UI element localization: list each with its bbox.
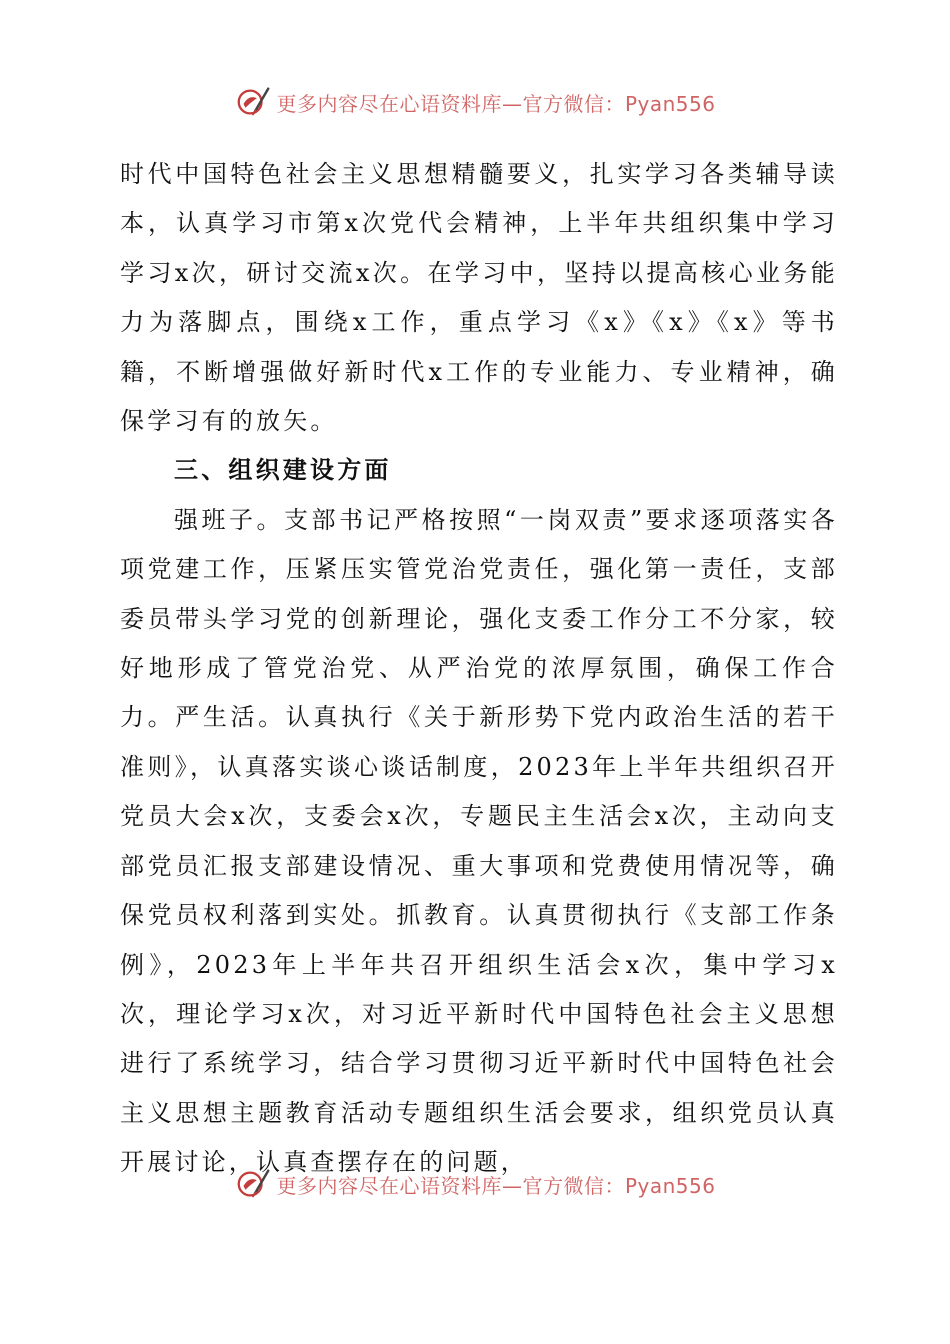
pen-logo-icon (234, 1165, 272, 1203)
paragraph-organization: 强班子。支部书记严格按照“一岗双责”要求逐项落实各项党建工作，压紧压实管党治党责任，强化第一责任，支部委员带头学习党的创新理论，强化支委工作分工不分家，较好地形成了管党治党、从严治党的浓厚氛围，确保工作合力。严生活。认真执行《关于新形势下党内政治生活的若干准则》，认真落实谈心谈话制度，2023年上半年共组织召开党员大会x次，支委会x次，专题民主生活会x次，主动向支部党员汇报支部建设情况、重大事项和党费使用情况等，确保党员权利落到实处。抓教育。认真贯彻执行《支部工作条例》，2023年上半年共召开组织生活会x次，集中学习x次，理论学习x次，对习近平新时代中国特色社会主义思想进行了系统学习，结合学习贯彻习近平新时代中国特色社会主义思想主题教育活动专题组织生活会要求，组织党员认真开展讨论，认真查摆存在的问题， (120, 505, 838, 1177)
section-heading-organization: 三、组织建设方面 (174, 456, 392, 485)
watermark-text: 更多内容尽在心语资料库—官方微信：Pyan556 (276, 91, 716, 116)
paragraph-study: 时代中国特色社会主义思想精髓要义，扎实学习各类辅导读本，认真学习市第x次党代会精神，上半年共组织集中学习学习x次，研讨交流x次。在学习中，坚持以提高核心业务能力为落脚点，围绕x工作，重点学习《x》《x》《x》等书籍，不断增强做好新时代x工作的专业能力、专业精神，确保学习有的放矢。 (120, 160, 838, 436)
document-body (120, 150, 838, 1188)
header-watermark (0, 80, 950, 124)
pen-logo-icon (234, 83, 272, 121)
watermark-text: 更多内容尽在心语资料库—官方微信：Pyan556 (276, 1173, 716, 1198)
footer-watermark (0, 1162, 950, 1206)
